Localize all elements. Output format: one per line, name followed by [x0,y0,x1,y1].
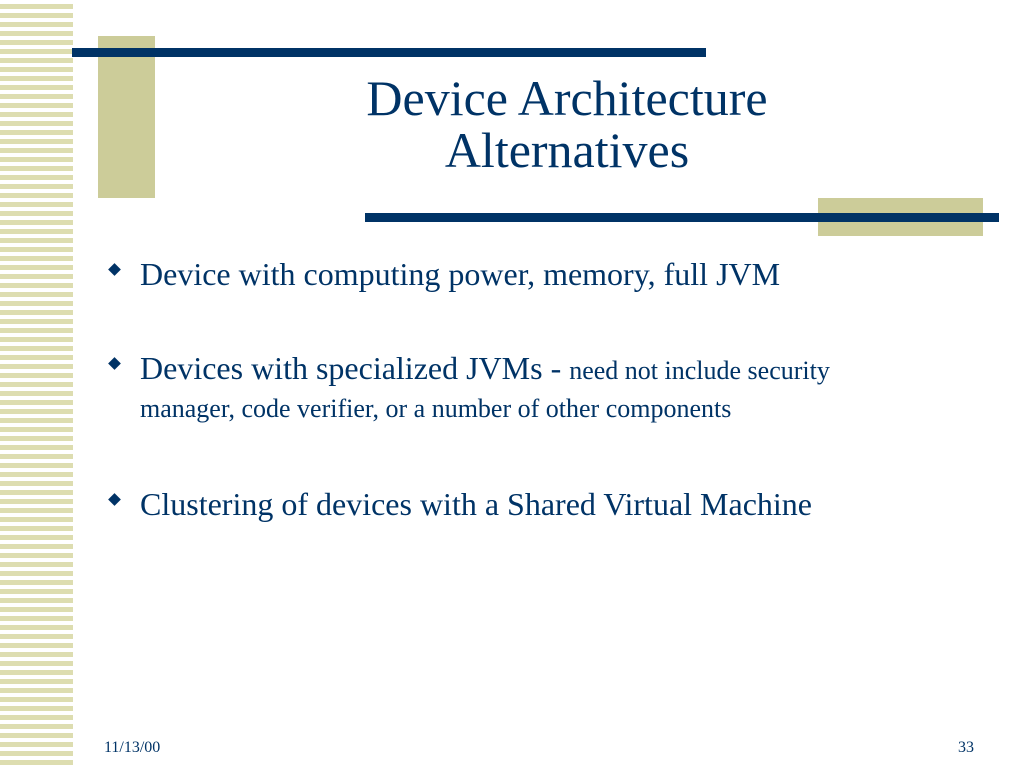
bullet-item [100,346,910,428]
bullet-text: Device with computing power, memory, full JVM [140,256,781,292]
bullet-item [100,482,910,526]
slide-title [250,72,884,176]
bullet-detail-text: need not include security manager, code verifier, or a number of other components [140,356,830,423]
slide-number: 33 [958,739,974,756]
slide-title-line-2: Alternatives [444,122,690,178]
accent-block-top [98,36,155,198]
title-rule-top [72,48,706,57]
bullet-text: Devices with specialized JVMs - [140,350,570,386]
diamond-bullet-icon [108,493,121,506]
title-rule-bottom [365,213,999,222]
bullet-text: Clustering of devices with a Shared Virtual Machine [140,486,812,522]
footer-date: 11/13/00 [104,739,161,756]
decorative-stripes [0,0,73,768]
bullet-list [100,252,910,526]
bullet-item [100,252,910,296]
slide-title-line-1: Device Architecture [366,70,768,126]
diamond-bullet-icon [108,357,121,370]
diamond-bullet-icon [108,263,121,276]
